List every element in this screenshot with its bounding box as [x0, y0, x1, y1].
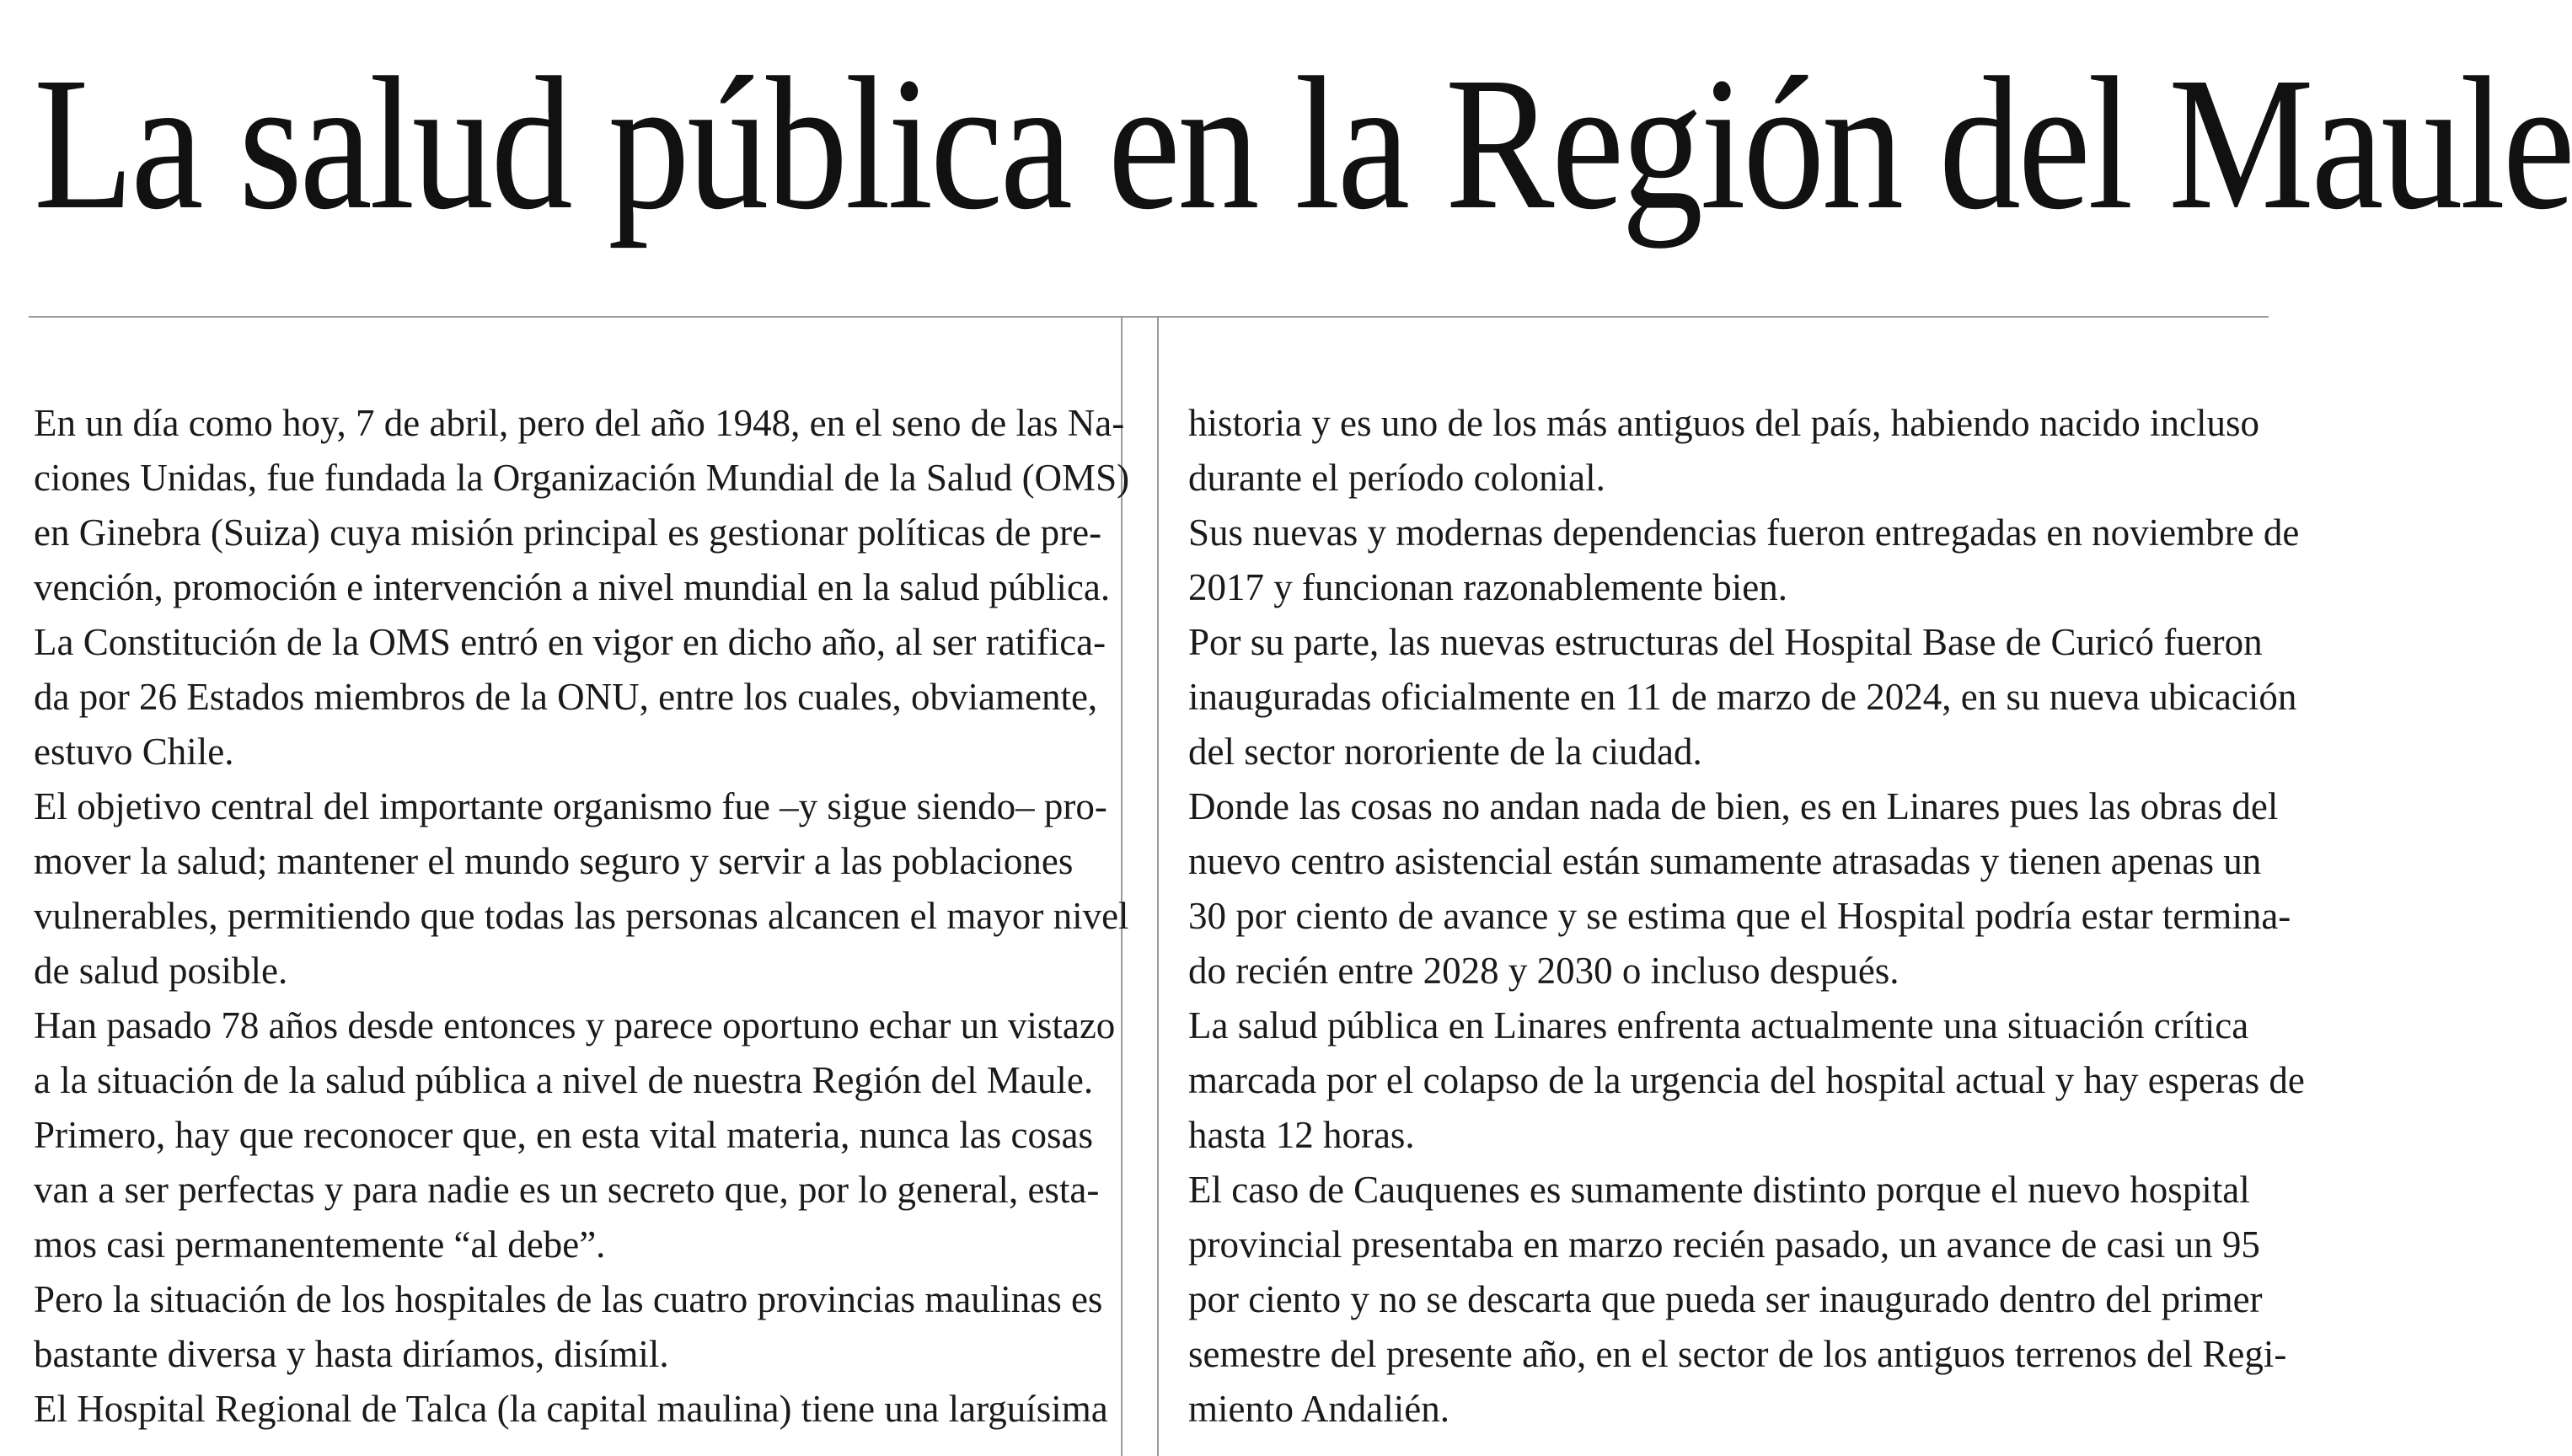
text-line: de salud posible. — [34, 950, 288, 992]
text-line: La salud pública en Linares enfrenta actualmente una situación crítica — [1188, 1004, 2249, 1046]
right-column — [1188, 396, 2305, 1437]
text-line: da por 26 Estados miembros de la ONU, entre los cuales, obviamente, — [34, 676, 1098, 718]
text-line: estuvo Chile. — [34, 731, 234, 773]
text-line: mos casi permanentemente “al debe”. — [34, 1223, 606, 1266]
text-line: en Ginebra (Suiza) cuya misión principal es gestionar políticas de pre- — [34, 511, 1102, 554]
text-line: marcada por el colapso de la urgencia del hospital actual y hay esperas de — [1188, 1059, 2305, 1101]
text-line: El objetivo central del importante organismo fue –y sigue siendo– pro- — [34, 785, 1107, 827]
text-line: ciones Unidas, fue fundada la Organización Mundial de la Salud (OMS) — [34, 457, 1130, 499]
text-line: por ciento y no se descarta que pueda ser inaugurado dentro del primer — [1188, 1278, 2263, 1320]
text-line: del sector nororiente de la ciudad. — [1188, 731, 1702, 773]
text-line: mover la salud; mantener el mundo seguro y servir a las poblaciones — [34, 840, 1074, 882]
text-line: miento Andalién. — [1188, 1388, 1449, 1430]
text-line: vulnerables, permitiendo que todas las personas alcancen el mayor nivel — [34, 895, 1129, 937]
text-line: provincial presentaba en marzo recién pasado, un avance de casi un 95 — [1188, 1223, 2260, 1266]
text-line: El Hospital Regional de Talca (la capital maulina) tiene una larguísima — [34, 1388, 1108, 1430]
text-line: semestre del presente año, en el sector de los antiguos terrenos del Regi- — [1188, 1333, 2287, 1375]
column-divider-right — [1157, 318, 1159, 1456]
text-line: durante el período colonial. — [1188, 457, 1605, 499]
text-line: Sus nuevas y modernas dependencias fueron entregadas en noviembre de — [1188, 511, 2300, 554]
text-line: La Constitución de la OMS entró en vigor en dicho año, al ser ratifica- — [34, 621, 1106, 663]
text-line: Por su parte, las nuevas estructuras del Hospital Base de Curicó fueron — [1188, 621, 2263, 663]
text-line: bastante diversa y hasta diríamos, disímil. — [34, 1333, 669, 1375]
headline: La salud pública en la Región del Maule — [34, 38, 2572, 249]
text-line: inauguradas oficialmente en 11 de marzo de 2024, en su nueva ubicación — [1188, 676, 2297, 718]
text-line: vención, promoción e intervención a nivel mundial en la salud pública. — [34, 566, 1111, 608]
text-line: do recién entre 2028 y 2030 o incluso después. — [1188, 950, 1900, 992]
text-line: historia y es uno de los más antiguos del país, habiendo nacido incluso — [1188, 402, 2260, 444]
text-line: hasta 12 horas. — [1188, 1114, 1415, 1156]
text-line: nuevo centro asistencial están sumamente atrasadas y tienen apenas un — [1188, 840, 2262, 882]
headline-rule — [29, 316, 2269, 318]
text-line: 2017 y funcionan razonablemente bien. — [1188, 566, 1787, 608]
text-line: Donde las cosas no andan nada de bien, es en Linares pues las obras del — [1188, 785, 2279, 827]
text-line: Han pasado 78 años desde entonces y parece oportuno echar un vistazo — [34, 1004, 1116, 1046]
text-line: van a ser perfectas y para nadie es un secreto que, por lo general, esta- — [34, 1169, 1100, 1211]
text-line: El caso de Cauquenes es sumamente distinto porque el nuevo hospital — [1188, 1169, 2250, 1211]
left-column — [34, 396, 1130, 1437]
text-line: Primero, hay que reconocer que, en esta vital materia, nunca las cosas — [34, 1114, 1093, 1156]
text-line: En un día como hoy, 7 de abril, pero del año 1948, en el seno de las Na- — [34, 402, 1125, 444]
text-line: Pero la situación de los hospitales de las cuatro provincias maulinas es — [34, 1278, 1103, 1320]
text-line: a la situación de la salud pública a nivel de nuestra Región del Maule. — [34, 1059, 1094, 1101]
text-line: 30 por ciento de avance y se estima que el Hospital podría estar termina- — [1188, 895, 2291, 937]
